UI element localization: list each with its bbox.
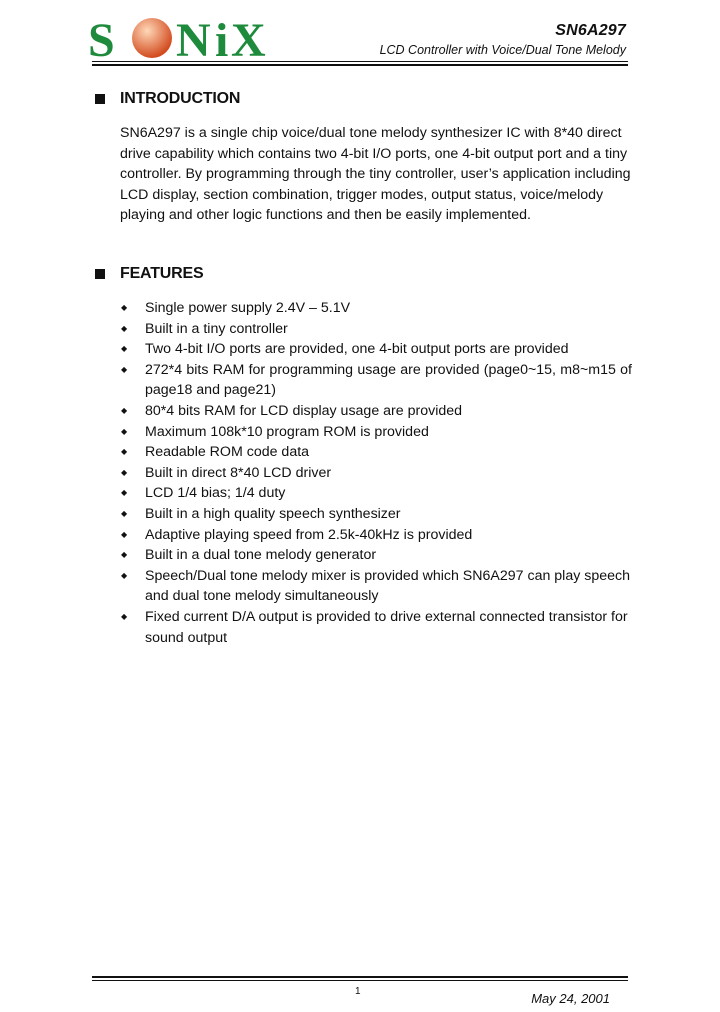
svg-text:X: X	[231, 14, 266, 60]
feature-item: ◆ Fixed current D/A output is provided to drive external connected transistor for sound output	[121, 608, 628, 646]
diamond-bullet-icon: ◆	[121, 550, 128, 560]
page-number: 1	[355, 986, 361, 997]
diamond-bullet-icon: ◆	[121, 508, 128, 518]
feature-item: ◆ LCD 1/4 bias; 1/4 duty	[120, 483, 632, 504]
feature-item: ◆ Built in a tiny controller	[120, 319, 632, 340]
diamond-bullet-icon: ◆	[121, 344, 128, 354]
features-heading-text: FEATURES	[120, 265, 204, 282]
intro-paragraph: SN6A297 is a single chip voice/dual tone melody synthesizer IC with 8*40 direct drive capability which contains two 4-bit I/O ports, one 4-bit output port and a tiny controller. By programming through the tiny controller, user’s application including LCD display, section combination, trigger modes, output status, voice/melody playing and other logic functions and then be easily implemented.	[120, 125, 631, 224]
diamond-bullet-icon: ◆	[121, 426, 128, 436]
diamond-bullet-icon: ◆	[121, 488, 128, 498]
diamond-bullet-icon: ◆	[121, 447, 128, 457]
square-bullet-icon	[95, 94, 105, 104]
diamond-bullet-icon: ◆	[121, 364, 128, 374]
footer-rule-thick	[92, 976, 628, 978]
footer-date: May 24, 2001	[531, 991, 610, 1006]
svg-text:N: N	[176, 14, 211, 60]
feature-item: ◆ Two 4-bit I/O ports are provided, one 4-bit output ports are provided	[120, 339, 632, 360]
intro-heading-text: INTRODUCTION	[120, 90, 241, 107]
sonix-logo	[88, 14, 266, 60]
logo-ball	[132, 18, 172, 58]
feature-item: ◆ 272*4 bits RAM for programming usage are provided (page0~15, m8~m15 of page18 and page21)	[121, 361, 632, 399]
header-rule-thick	[92, 64, 628, 66]
features-heading	[95, 265, 203, 283]
diamond-bullet-icon: ◆	[121, 467, 128, 477]
footer-rule	[92, 980, 628, 981]
diamond-bullet-icon: ◆	[121, 529, 128, 539]
doc-code: SN6A297	[555, 22, 626, 39]
logo-lettering	[88, 14, 266, 60]
doc-subtitle: LCD Controller with Voice/Dual Tone Melody	[379, 43, 626, 57]
intro-heading	[95, 90, 240, 108]
diamond-bullet-icon: ◆	[121, 303, 128, 312]
feature-item: ◆ Readable ROM code data	[120, 442, 632, 463]
diamond-bullet-icon: ◆	[121, 611, 128, 621]
feature-item: ◆ Single power supply 2.4V – 5.1V	[120, 298, 632, 319]
diamond-bullet-icon: ◆	[121, 570, 128, 580]
features-list	[120, 298, 632, 648]
feature-item: ◆ Adaptive playing speed from 2.5k-40kHz is provided	[120, 525, 632, 546]
feature-item: ◆ Built in a high quality speech synthesizer	[120, 504, 632, 525]
feature-item: ◆ 80*4 bits RAM for LCD display usage are provided	[120, 401, 632, 422]
diamond-bullet-icon: ◆	[121, 405, 128, 415]
feature-item: ◆ Built in a dual tone melody generator	[120, 545, 632, 566]
svg-text:i: i	[215, 14, 229, 60]
header-rule	[92, 61, 628, 62]
feature-item: ◆ Speech/Dual tone melody mixer is provided which SN6A297 can play speech and dual tone melody simultaneously	[121, 567, 631, 605]
feature-item: ◆ Maximum 108k*10 program ROM is provided	[120, 422, 632, 443]
diamond-bullet-icon: ◆	[121, 323, 128, 333]
feature-item: ◆ Built in direct 8*40 LCD driver	[120, 463, 632, 484]
svg-text:S: S	[88, 14, 115, 60]
square-bullet-icon	[95, 269, 105, 279]
